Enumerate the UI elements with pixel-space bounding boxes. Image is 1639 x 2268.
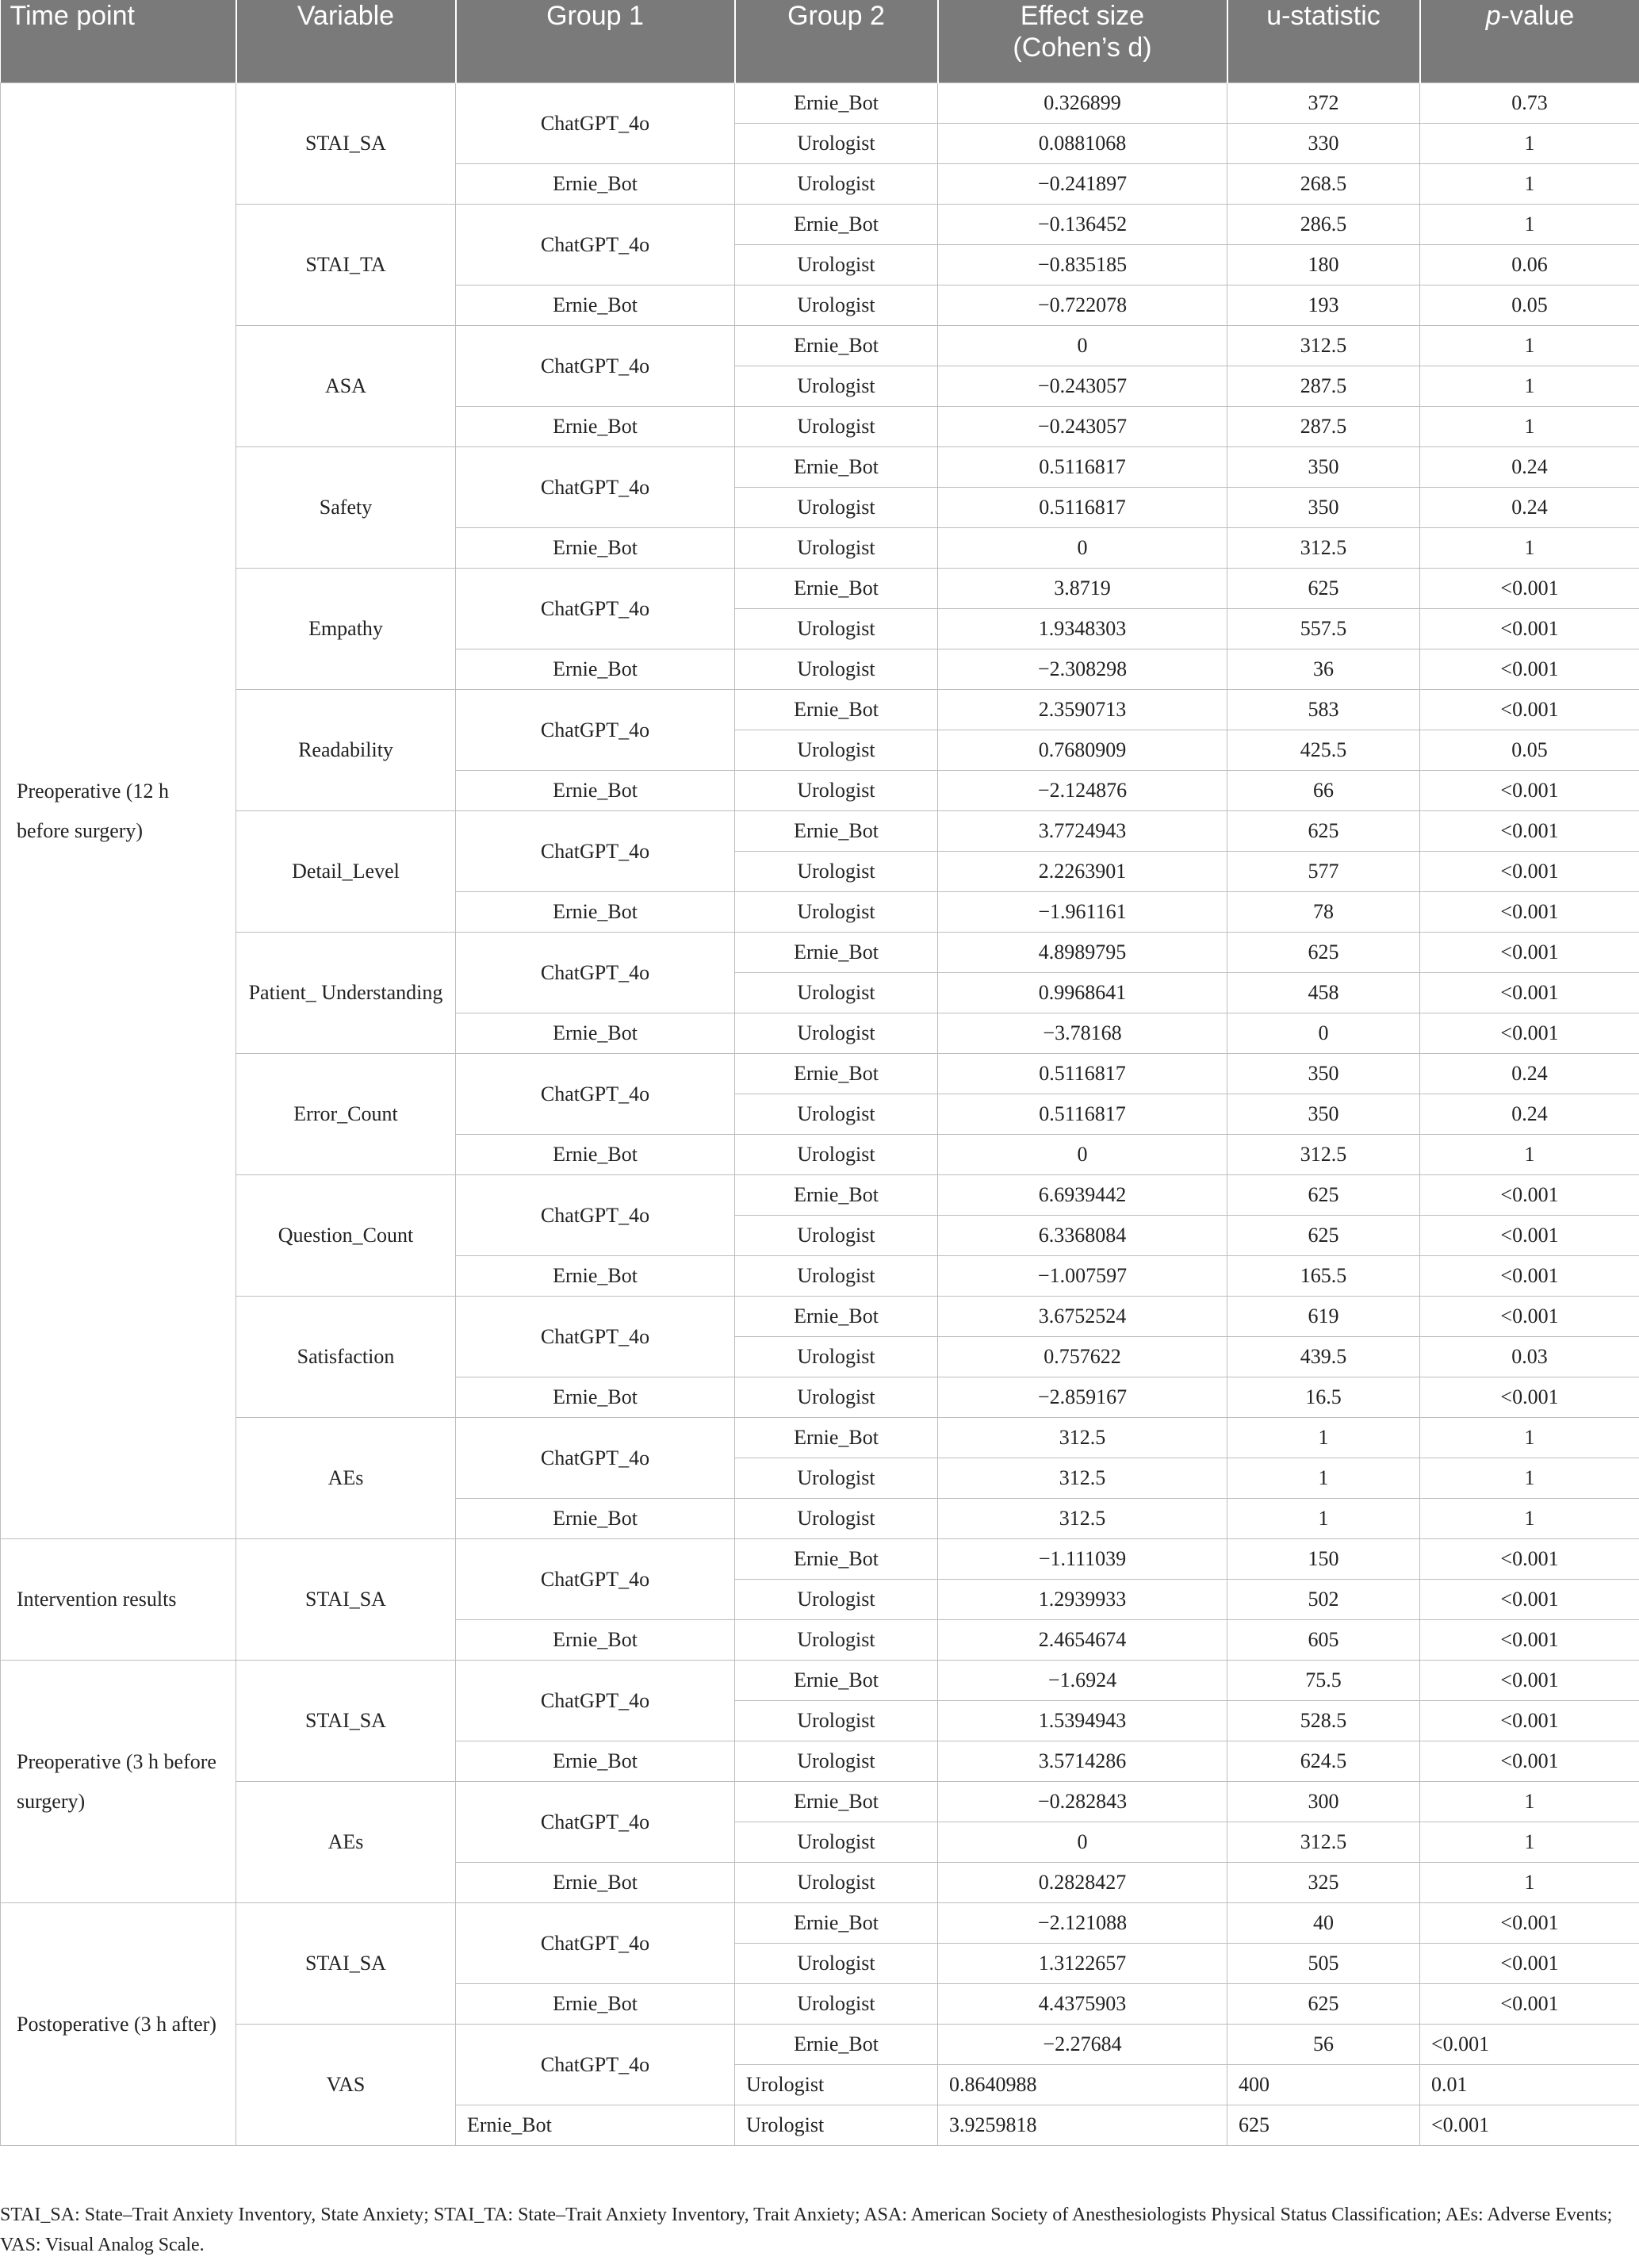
u-statistic-cell: 312.5 bbox=[1227, 326, 1420, 366]
variable-cell: STAI_SA bbox=[236, 83, 456, 205]
u-statistic-cell: 330 bbox=[1227, 124, 1420, 164]
u-statistic-cell: 1 bbox=[1227, 1458, 1420, 1499]
group2-cell: Urologist bbox=[735, 1741, 938, 1782]
u-statistic-cell: 625 bbox=[1227, 569, 1420, 609]
p-value-cell: 1 bbox=[1420, 1418, 1639, 1458]
group1-cell: Ernie_Bot bbox=[456, 1377, 735, 1418]
effect-size-cell: 3.9259818 bbox=[938, 2105, 1227, 2146]
u-statistic-cell: 150 bbox=[1227, 1539, 1420, 1580]
p-value-cell: <0.001 bbox=[1420, 771, 1639, 811]
variable-cell: AEs bbox=[236, 1418, 456, 1539]
group1-cell: ChatGPT_4o bbox=[456, 326, 735, 407]
group1-cell: ChatGPT_4o bbox=[456, 1661, 735, 1741]
p-value-cell: <0.001 bbox=[1420, 1013, 1639, 1054]
u-statistic-cell: 312.5 bbox=[1227, 528, 1420, 569]
effect-size-cell: −2.121088 bbox=[938, 1903, 1227, 1944]
p-value-cell: <0.001 bbox=[1420, 1175, 1639, 1216]
group2-cell: Ernie_Bot bbox=[735, 83, 938, 124]
u-statistic-cell: 425.5 bbox=[1227, 730, 1420, 771]
effect-size-cell: 0 bbox=[938, 528, 1227, 569]
u-statistic-cell: 312.5 bbox=[1227, 1135, 1420, 1175]
group1-cell: Ernie_Bot bbox=[456, 1013, 735, 1054]
p-value-cell: <0.001 bbox=[1420, 1661, 1639, 1701]
header-p-value bbox=[1420, 0, 1639, 83]
u-statistic-cell: 625 bbox=[1227, 1216, 1420, 1256]
effect-size-cell: 3.6752524 bbox=[938, 1297, 1227, 1337]
group2-cell: Urologist bbox=[735, 1701, 938, 1741]
group2-cell: Urologist bbox=[735, 1499, 938, 1539]
p-value-cell: 1 bbox=[1420, 326, 1639, 366]
effect-size-cell: 3.7724943 bbox=[938, 811, 1227, 852]
effect-size-cell: 4.4375903 bbox=[938, 1984, 1227, 2025]
p-value-cell: 1 bbox=[1420, 1499, 1639, 1539]
group1-cell: Ernie_Bot bbox=[456, 1135, 735, 1175]
u-statistic-cell: 16.5 bbox=[1227, 1377, 1420, 1418]
group2-cell: Urologist bbox=[735, 649, 938, 690]
group2-cell: Urologist bbox=[735, 488, 938, 528]
group2-cell: Urologist bbox=[735, 1944, 938, 1984]
p-value-cell: 1 bbox=[1420, 1782, 1639, 1822]
variable-cell: Error_Count bbox=[236, 1054, 456, 1175]
header-row bbox=[1, 0, 1639, 83]
variable-cell: Empathy bbox=[236, 569, 456, 690]
u-statistic-cell: 625 bbox=[1227, 1175, 1420, 1216]
variable-cell: STAI_SA bbox=[236, 1903, 456, 2025]
group2-cell: Ernie_Bot bbox=[735, 569, 938, 609]
group2-cell: Urologist bbox=[735, 1984, 938, 2025]
u-statistic-cell: 268.5 bbox=[1227, 164, 1420, 205]
p-value-cell: 1 bbox=[1420, 205, 1639, 245]
group2-cell: Urologist bbox=[735, 1458, 938, 1499]
u-statistic-cell: 624.5 bbox=[1227, 1741, 1420, 1782]
p-value-cell: 0.06 bbox=[1420, 245, 1639, 285]
table-row bbox=[1, 1661, 1639, 1701]
header-group-2: Group 2 bbox=[735, 0, 938, 83]
group2-cell: Ernie_Bot bbox=[735, 811, 938, 852]
group2-cell: Urologist bbox=[735, 366, 938, 407]
effect-size-cell: 0.5116817 bbox=[938, 1094, 1227, 1135]
group2-cell: Urologist bbox=[735, 164, 938, 205]
group2-cell: Urologist bbox=[735, 1822, 938, 1863]
effect-size-cell: 0.9968641 bbox=[938, 973, 1227, 1013]
u-statistic-cell: 75.5 bbox=[1227, 1661, 1420, 1701]
p-value-cell: <0.001 bbox=[1420, 1377, 1639, 1418]
p-value-cell: <0.001 bbox=[1420, 1256, 1639, 1297]
effect-size-cell: 0.326899 bbox=[938, 83, 1227, 124]
effect-size-cell: 0.5116817 bbox=[938, 1054, 1227, 1094]
u-statistic-cell: 439.5 bbox=[1227, 1337, 1420, 1377]
group1-cell: ChatGPT_4o bbox=[456, 690, 735, 771]
effect-size-cell: 4.8989795 bbox=[938, 933, 1227, 973]
table-row bbox=[1, 933, 1639, 973]
p-value-cell: 0.24 bbox=[1420, 1094, 1639, 1135]
u-statistic-cell: 350 bbox=[1227, 1054, 1420, 1094]
effect-size-cell: 6.6939442 bbox=[938, 1175, 1227, 1216]
p-value-cell: 1 bbox=[1420, 164, 1639, 205]
header-p-italic: p bbox=[1485, 1, 1501, 31]
u-statistic-cell: 625 bbox=[1227, 933, 1420, 973]
p-value-cell: 0.24 bbox=[1420, 1054, 1639, 1094]
table-row bbox=[1, 1539, 1639, 1580]
effect-size-cell: −1.111039 bbox=[938, 1539, 1227, 1580]
u-statistic-cell: 350 bbox=[1227, 1094, 1420, 1135]
header-effect-size bbox=[938, 0, 1227, 83]
p-value-cell: 1 bbox=[1420, 1458, 1639, 1499]
group1-cell: ChatGPT_4o bbox=[456, 205, 735, 285]
variable-cell: STAI_TA bbox=[236, 205, 456, 326]
p-value-cell: 0.24 bbox=[1420, 447, 1639, 488]
u-statistic-cell: 505 bbox=[1227, 1944, 1420, 1984]
time-point-cell: Preoperative (3 h before surgery) bbox=[1, 1661, 236, 1903]
group2-cell: Ernie_Bot bbox=[735, 447, 938, 488]
variable-cell: Patient_ Understanding bbox=[236, 933, 456, 1054]
p-value-cell: <0.001 bbox=[1420, 1903, 1639, 1944]
effect-size-cell: −0.722078 bbox=[938, 285, 1227, 326]
effect-size-cell: 0.5116817 bbox=[938, 447, 1227, 488]
u-statistic-cell: 312.5 bbox=[1227, 1822, 1420, 1863]
u-statistic-cell: 350 bbox=[1227, 447, 1420, 488]
u-statistic-cell: 287.5 bbox=[1227, 407, 1420, 447]
u-statistic-cell: 400 bbox=[1227, 2065, 1420, 2105]
effect-size-cell: 1.3122657 bbox=[938, 1944, 1227, 1984]
p-value-cell: <0.001 bbox=[1420, 1984, 1639, 2025]
effect-size-cell: 2.4654674 bbox=[938, 1620, 1227, 1661]
effect-size-cell: 312.5 bbox=[938, 1458, 1227, 1499]
group2-cell: Urologist bbox=[735, 245, 938, 285]
p-value-cell: 1 bbox=[1420, 366, 1639, 407]
u-statistic-cell: 0 bbox=[1227, 1013, 1420, 1054]
group2-cell: Urologist bbox=[735, 1620, 938, 1661]
u-statistic-cell: 619 bbox=[1227, 1297, 1420, 1337]
effect-size-cell: 312.5 bbox=[938, 1418, 1227, 1458]
p-value-cell: 1 bbox=[1420, 124, 1639, 164]
p-value-cell: <0.001 bbox=[1420, 852, 1639, 892]
group2-cell: Urologist bbox=[735, 1094, 938, 1135]
p-value-cell: 0.05 bbox=[1420, 730, 1639, 771]
p-value-cell: <0.001 bbox=[1420, 973, 1639, 1013]
u-statistic-cell: 577 bbox=[1227, 852, 1420, 892]
group2-cell: Urologist bbox=[735, 771, 938, 811]
effect-size-cell: −0.136452 bbox=[938, 205, 1227, 245]
u-statistic-cell: 40 bbox=[1227, 1903, 1420, 1944]
group2-cell: Urologist bbox=[735, 1216, 938, 1256]
group1-cell: ChatGPT_4o bbox=[456, 447, 735, 528]
header-p-suffix: -value bbox=[1500, 1, 1575, 31]
group2-cell: Urologist bbox=[735, 973, 938, 1013]
u-statistic-cell: 287.5 bbox=[1227, 366, 1420, 407]
effect-size-cell: 0.757622 bbox=[938, 1337, 1227, 1377]
u-statistic-cell: 1 bbox=[1227, 1499, 1420, 1539]
group2-cell: Ernie_Bot bbox=[735, 1418, 938, 1458]
p-value-cell: 0.73 bbox=[1420, 83, 1639, 124]
p-value-cell: 1 bbox=[1420, 1863, 1639, 1903]
group1-cell: ChatGPT_4o bbox=[456, 1903, 735, 1984]
group2-cell: Ernie_Bot bbox=[735, 1175, 938, 1216]
header-variable: Variable bbox=[236, 0, 456, 83]
group1-cell: Ernie_Bot bbox=[456, 1863, 735, 1903]
effect-size-cell: −0.243057 bbox=[938, 407, 1227, 447]
p-value-cell: <0.001 bbox=[1420, 2025, 1639, 2065]
p-value-cell: <0.001 bbox=[1420, 811, 1639, 852]
u-statistic-cell: 286.5 bbox=[1227, 205, 1420, 245]
u-statistic-cell: 557.5 bbox=[1227, 609, 1420, 649]
table-row bbox=[1, 1297, 1639, 1337]
header-u-statistic: u-statistic bbox=[1227, 0, 1420, 83]
u-statistic-cell: 625 bbox=[1227, 811, 1420, 852]
table-row bbox=[1, 447, 1639, 488]
table-row bbox=[1, 1054, 1639, 1094]
group2-cell: Ernie_Bot bbox=[735, 1054, 938, 1094]
u-statistic-cell: 56 bbox=[1227, 2025, 1420, 2065]
table-footnote: STAI_SA: State–Trait Anxiety Inventory, State Anxiety; STAI_TA: State–Trait Anxiety Inventory, Trait Anxiety; ASA: American Society of Anesthesiologists Physical Status Classification; AEs: Adverse Events; VAS: Visual Analog Scale. bbox=[0, 2205, 1613, 2255]
effect-size-cell: −2.859167 bbox=[938, 1377, 1227, 1418]
variable-cell: Detail_Level bbox=[236, 811, 456, 933]
variable-cell: Readability bbox=[236, 690, 456, 811]
group2-cell: Ernie_Bot bbox=[735, 1661, 938, 1701]
group1-cell: Ernie_Bot bbox=[456, 1741, 735, 1782]
group1-cell: Ernie_Bot bbox=[456, 407, 735, 447]
group2-cell: Urologist bbox=[735, 1377, 938, 1418]
table-row bbox=[1, 811, 1639, 852]
u-statistic-cell: 165.5 bbox=[1227, 1256, 1420, 1297]
group2-cell: Urologist bbox=[735, 1337, 938, 1377]
effect-size-cell: 0.0881068 bbox=[938, 124, 1227, 164]
table-row bbox=[1, 326, 1639, 366]
u-statistic-cell: 1 bbox=[1227, 1418, 1420, 1458]
u-statistic-cell: 372 bbox=[1227, 83, 1420, 124]
variable-cell: VAS bbox=[236, 2025, 456, 2146]
group2-cell: Ernie_Bot bbox=[735, 690, 938, 730]
group1-cell: Ernie_Bot bbox=[456, 1499, 735, 1539]
table-row bbox=[1, 1418, 1639, 1458]
effect-size-cell: 2.3590713 bbox=[938, 690, 1227, 730]
group1-cell: ChatGPT_4o bbox=[456, 1782, 735, 1863]
effect-size-cell: 0 bbox=[938, 326, 1227, 366]
p-value-cell: <0.001 bbox=[1420, 1620, 1639, 1661]
group1-cell: Ernie_Bot bbox=[456, 285, 735, 326]
header-time-point: Time point bbox=[1, 0, 236, 83]
effect-size-cell: 312.5 bbox=[938, 1499, 1227, 1539]
table-header bbox=[1, 0, 1639, 83]
group1-cell: ChatGPT_4o bbox=[456, 569, 735, 649]
effect-size-cell: −3.78168 bbox=[938, 1013, 1227, 1054]
table-row bbox=[1, 205, 1639, 245]
group1-cell: ChatGPT_4o bbox=[456, 83, 735, 164]
group2-cell: Urologist bbox=[735, 1256, 938, 1297]
group2-cell: Urologist bbox=[735, 1580, 938, 1620]
p-value-cell: <0.001 bbox=[1420, 892, 1639, 933]
p-value-cell: <0.001 bbox=[1420, 1580, 1639, 1620]
group2-cell: Urologist bbox=[735, 730, 938, 771]
group2-cell: Ernie_Bot bbox=[735, 2025, 938, 2065]
u-statistic-cell: 625 bbox=[1227, 2105, 1420, 2146]
group2-cell: Urologist bbox=[735, 1863, 938, 1903]
p-value-cell: 1 bbox=[1420, 1135, 1639, 1175]
variable-cell: Satisfaction bbox=[236, 1297, 456, 1418]
group2-cell: Ernie_Bot bbox=[735, 1782, 938, 1822]
header-group-1: Group 1 bbox=[456, 0, 735, 83]
group1-cell: ChatGPT_4o bbox=[456, 1539, 735, 1620]
table-row bbox=[1, 569, 1639, 609]
u-statistic-cell: 528.5 bbox=[1227, 1701, 1420, 1741]
u-statistic-cell: 350 bbox=[1227, 488, 1420, 528]
group2-cell: Urologist bbox=[735, 892, 938, 933]
time-point-cell: Postoperative (3 h after) bbox=[1, 1903, 236, 2146]
effect-size-cell: −1.007597 bbox=[938, 1256, 1227, 1297]
p-value-cell: <0.001 bbox=[1420, 609, 1639, 649]
group2-cell: Urologist bbox=[735, 1135, 938, 1175]
group2-cell: Ernie_Bot bbox=[735, 1903, 938, 1944]
p-value-cell: 1 bbox=[1420, 528, 1639, 569]
table-row bbox=[1, 1903, 1639, 1944]
p-value-cell: 0.05 bbox=[1420, 285, 1639, 326]
p-value-cell: <0.001 bbox=[1420, 933, 1639, 973]
header-effect-size-line1: Effect size bbox=[1020, 1, 1145, 31]
effect-size-cell: 1.2939933 bbox=[938, 1580, 1227, 1620]
effect-size-cell: 1.5394943 bbox=[938, 1701, 1227, 1741]
p-value-cell: 1 bbox=[1420, 407, 1639, 447]
effect-size-cell: 0.2828427 bbox=[938, 1863, 1227, 1903]
p-value-cell: 1 bbox=[1420, 1822, 1639, 1863]
effect-size-cell: 1.9348303 bbox=[938, 609, 1227, 649]
u-statistic-cell: 458 bbox=[1227, 973, 1420, 1013]
group2-cell: Ernie_Bot bbox=[735, 326, 938, 366]
group1-cell: Ernie_Bot bbox=[456, 1256, 735, 1297]
u-statistic-cell: 66 bbox=[1227, 771, 1420, 811]
u-statistic-cell: 78 bbox=[1227, 892, 1420, 933]
effect-size-cell: 0 bbox=[938, 1135, 1227, 1175]
table-row bbox=[1, 690, 1639, 730]
effect-size-cell: −1.6924 bbox=[938, 1661, 1227, 1701]
effect-size-cell: −0.835185 bbox=[938, 245, 1227, 285]
table-row bbox=[1, 1175, 1639, 1216]
group1-cell: ChatGPT_4o bbox=[456, 933, 735, 1013]
u-statistic-cell: 300 bbox=[1227, 1782, 1420, 1822]
p-value-cell: 0.24 bbox=[1420, 488, 1639, 528]
p-value-cell: <0.001 bbox=[1420, 569, 1639, 609]
group1-cell: Ernie_Bot bbox=[456, 771, 735, 811]
effect-size-cell: −2.308298 bbox=[938, 649, 1227, 690]
group2-cell: Urologist bbox=[735, 2065, 938, 2105]
u-statistic-cell: 625 bbox=[1227, 1984, 1420, 2025]
effect-size-cell: −0.241897 bbox=[938, 164, 1227, 205]
group1-cell: ChatGPT_4o bbox=[456, 811, 735, 892]
p-value-cell: <0.001 bbox=[1420, 1944, 1639, 1984]
group2-cell: Ernie_Bot bbox=[735, 1539, 938, 1580]
effect-size-cell: −1.961161 bbox=[938, 892, 1227, 933]
table-row bbox=[1, 83, 1639, 124]
table-row bbox=[1, 2025, 1639, 2065]
table-row bbox=[1, 1782, 1639, 1822]
effect-size-cell: −2.27684 bbox=[938, 2025, 1227, 2065]
p-value-cell: <0.001 bbox=[1420, 1539, 1639, 1580]
u-statistic-cell: 502 bbox=[1227, 1580, 1420, 1620]
time-point-cell: Intervention results bbox=[1, 1539, 236, 1661]
p-value-cell: <0.001 bbox=[1420, 1741, 1639, 1782]
group1-cell: ChatGPT_4o bbox=[456, 1175, 735, 1256]
effect-size-cell: −2.124876 bbox=[938, 771, 1227, 811]
group2-cell: Ernie_Bot bbox=[735, 1297, 938, 1337]
group1-cell: ChatGPT_4o bbox=[456, 1297, 735, 1377]
p-value-cell: 0.03 bbox=[1420, 1337, 1639, 1377]
u-statistic-cell: 193 bbox=[1227, 285, 1420, 326]
group1-cell: Ernie_Bot bbox=[456, 1620, 735, 1661]
group2-cell: Urologist bbox=[735, 407, 938, 447]
group1-cell: Ernie_Bot bbox=[456, 892, 735, 933]
u-statistic-cell: 180 bbox=[1227, 245, 1420, 285]
p-value-cell: <0.001 bbox=[1420, 1216, 1639, 1256]
effect-size-cell: 0.8640988 bbox=[938, 2065, 1227, 2105]
effect-size-cell: 3.5714286 bbox=[938, 1741, 1227, 1782]
effect-size-cell: 0.7680909 bbox=[938, 730, 1227, 771]
u-statistic-cell: 325 bbox=[1227, 1863, 1420, 1903]
p-value-cell: 0.01 bbox=[1420, 2065, 1639, 2105]
u-statistic-cell: 36 bbox=[1227, 649, 1420, 690]
p-value-cell: <0.001 bbox=[1420, 690, 1639, 730]
group2-cell: Ernie_Bot bbox=[735, 933, 938, 973]
effect-size-cell: 0 bbox=[938, 1822, 1227, 1863]
group1-cell: ChatGPT_4o bbox=[456, 1418, 735, 1499]
p-value-cell: <0.001 bbox=[1420, 649, 1639, 690]
group2-cell: Urologist bbox=[735, 285, 938, 326]
group2-cell: Urologist bbox=[735, 528, 938, 569]
effect-size-cell: −0.282843 bbox=[938, 1782, 1227, 1822]
group2-cell: Urologist bbox=[735, 609, 938, 649]
effect-size-cell: 3.8719 bbox=[938, 569, 1227, 609]
group1-cell: Ernie_Bot bbox=[456, 2105, 735, 2146]
group2-cell: Urologist bbox=[735, 1013, 938, 1054]
variable-cell: STAI_SA bbox=[236, 1661, 456, 1782]
time-point-cell: Preoperative (12 h before surgery) bbox=[1, 83, 236, 1539]
variable-cell: ASA bbox=[236, 326, 456, 447]
header-effect-size-line2: (Cohen’s d) bbox=[1013, 33, 1152, 63]
effect-size-cell: 2.2263901 bbox=[938, 852, 1227, 892]
p-value-cell: <0.001 bbox=[1420, 2105, 1639, 2146]
table-body bbox=[1, 83, 1639, 2146]
group1-cell: Ernie_Bot bbox=[456, 164, 735, 205]
group1-cell: Ernie_Bot bbox=[456, 649, 735, 690]
variable-cell: Question_Count bbox=[236, 1175, 456, 1297]
group2-cell: Urologist bbox=[735, 852, 938, 892]
u-statistic-cell: 583 bbox=[1227, 690, 1420, 730]
variable-cell: STAI_SA bbox=[236, 1539, 456, 1661]
group1-cell: Ernie_Bot bbox=[456, 1984, 735, 2025]
group1-cell: Ernie_Bot bbox=[456, 528, 735, 569]
group2-cell: Urologist bbox=[735, 2105, 938, 2146]
effect-size-cell: 0.5116817 bbox=[938, 488, 1227, 528]
effect-size-cell: −0.243057 bbox=[938, 366, 1227, 407]
effect-size-cell: 6.3368084 bbox=[938, 1216, 1227, 1256]
variable-cell: AEs bbox=[236, 1782, 456, 1903]
variable-cell: Safety bbox=[236, 447, 456, 569]
p-value-cell: <0.001 bbox=[1420, 1701, 1639, 1741]
group1-cell: ChatGPT_4o bbox=[456, 1054, 735, 1135]
group2-cell: Urologist bbox=[735, 124, 938, 164]
group2-cell: Ernie_Bot bbox=[735, 205, 938, 245]
group1-cell: ChatGPT_4o bbox=[456, 2025, 735, 2105]
p-value-cell: <0.001 bbox=[1420, 1297, 1639, 1337]
u-statistic-cell: 605 bbox=[1227, 1620, 1420, 1661]
